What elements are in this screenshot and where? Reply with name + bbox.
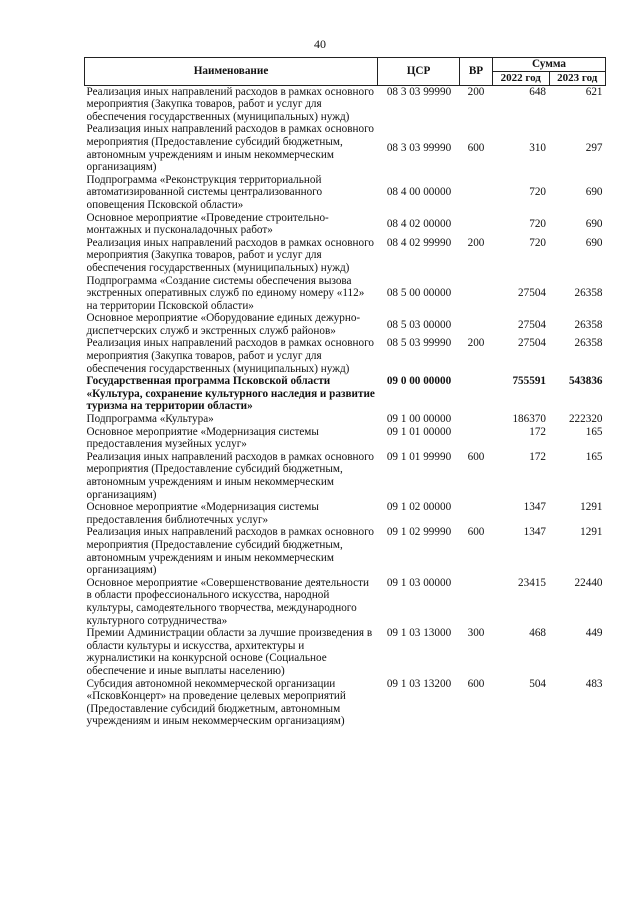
row-sum-2022: 172 <box>529 450 546 463</box>
row-sum-2022: 27504 <box>518 287 546 300</box>
row-name: Основное мероприятие «Оборудование единых дежурно-диспетчерских служб и экстренных служб районов» <box>86 312 361 337</box>
row-sum-2022: 27504 <box>518 318 546 331</box>
row-sum-2022: 720 <box>529 217 546 230</box>
row-name: Основное мероприятие «Совершенствование деятельности в области профессионального искусства, народной культуры, самодеятельного творчества, международного культурного сотрудничества» <box>86 576 370 627</box>
budget-table-sheet <box>84 57 606 728</box>
budget-table <box>84 57 606 728</box>
row-vr: 200 <box>467 85 485 98</box>
row-sum-2023: 22440 <box>574 576 603 589</box>
row-csr: 08 5 03 99990 <box>386 337 452 350</box>
row-sum-2022: 1347 <box>523 526 546 539</box>
row-csr: 09 1 00 00000 <box>386 413 452 426</box>
row-sum-2023: 690 <box>585 186 603 199</box>
row-csr: 09 1 03 13200 <box>386 677 452 690</box>
row-vr: 600 <box>467 142 485 155</box>
row-sum-2023: 690 <box>585 236 603 249</box>
row-vr <box>460 426 493 451</box>
row-sum-2023: 1291 <box>580 501 603 514</box>
row-vr <box>460 375 493 413</box>
row-name: Реализация иных направлений расходов в рамках основного мероприятия (Предоставление субсидий бюджетным, автономным учреждениям и иным некоммерческим организациям) <box>86 123 374 174</box>
row-sum-2023: 165 <box>585 450 603 463</box>
header-name: Наименование <box>85 58 378 86</box>
row-vr <box>460 413 493 426</box>
row-vr <box>460 212 493 237</box>
header-year-2022: 2022 год <box>493 72 550 86</box>
table-row <box>85 413 606 426</box>
row-name: Реализация иных направлений расходов в рамках основного мероприятия (Закупка товаров, работ и услуг для обеспечения государственных (муниципальных) нужд) <box>86 337 374 375</box>
row-csr: 08 4 02 99990 <box>386 236 452 249</box>
row-csr: 08 3 03 99990 <box>386 142 452 155</box>
row-vr: 200 <box>467 236 485 249</box>
table-row <box>85 627 606 677</box>
row-name: Подпрограмма «Реконструкция территориальной автоматизированной системы централизованного оповещения Псковской области» <box>86 173 323 211</box>
row-name: Премии Администрации области за лучшие произведения в области культуры и искусства, архитектуры и журналистики на конкурсной основе (Социальное обеспечение и иные выплаты населению) <box>86 627 373 677</box>
row-sum-2023: 621 <box>585 85 603 98</box>
row-csr: 09 1 03 00000 <box>386 576 452 589</box>
table-row <box>85 312 606 337</box>
row-sum-2023: 26358 <box>574 337 603 350</box>
row-name: Реализация иных направлений расходов в рамках основного мероприятия (Закупка товаров, работ и услуг для обеспечения государственных (муниципальных) нужд) <box>86 85 374 123</box>
row-name: Реализация иных направлений расходов в рамках основного мероприятия (Предоставление субсидий бюджетным, автономным учреждениям и иным некоммерческим организациям) <box>86 450 374 501</box>
row-name: Подпрограмма «Создание системы обеспечения вызова экстренных оперативных служб по единому номеру «112» на территории Псковской области» <box>86 274 365 312</box>
row-sum-2023: 26358 <box>574 287 603 300</box>
row-csr: 08 5 00 00000 <box>386 287 452 300</box>
row-sum-2022: 648 <box>529 85 546 98</box>
table-header <box>85 58 606 86</box>
table-row <box>85 375 606 413</box>
row-sum-2023: 1291 <box>580 526 603 539</box>
row-sum-2023: 690 <box>585 217 603 230</box>
table-row <box>85 275 606 313</box>
row-vr: 600 <box>467 677 485 690</box>
row-sum-2022: 720 <box>529 186 546 199</box>
row-vr <box>460 501 493 526</box>
row-sum-2022: 755591 <box>512 375 546 388</box>
table-row <box>85 212 606 237</box>
row-csr: 09 1 02 99990 <box>386 526 452 539</box>
table-row <box>85 526 606 576</box>
row-vr: 600 <box>467 526 485 539</box>
header-sum: Сумма <box>493 58 606 72</box>
row-vr: 200 <box>467 337 485 350</box>
row-sum-2022: 504 <box>529 677 546 690</box>
row-csr: 09 1 01 00000 <box>386 425 452 438</box>
table-body <box>85 85 606 728</box>
row-sum-2023: 483 <box>585 677 603 690</box>
row-name: Основное мероприятие «Проведение строительно-монтажных и пусконаладочных работ» <box>86 211 329 237</box>
row-sum-2023: 297 <box>585 142 603 155</box>
row-sum-2022: 186370 <box>512 413 546 426</box>
row-name: Государственная программа Псковской области «Культура, сохранение культурного наследия и развитие туризма на территории области» <box>86 375 375 413</box>
row-name: Основное мероприятие «Модернизация системы предоставления библиотечных услуг» <box>86 501 319 526</box>
row-csr: 09 0 00 00000 <box>386 375 452 388</box>
row-sum-2023: 26358 <box>574 318 603 331</box>
row-csr: 08 4 00 00000 <box>386 186 452 199</box>
row-csr: 08 4 02 00000 <box>386 217 452 230</box>
row-sum-2022: 310 <box>529 142 546 155</box>
row-name: Реализация иных направлений расходов в рамках основного мероприятия (Предоставление субсидий бюджетным, автономным учреждениям и иным некоммерческим организациям) <box>86 526 374 577</box>
row-vr: 300 <box>467 627 485 640</box>
row-sum-2022: 27504 <box>518 337 546 350</box>
row-csr: 08 5 03 00000 <box>386 318 452 331</box>
row-sum-2022: 720 <box>529 236 546 249</box>
row-sum-2023: 222320 <box>568 413 603 426</box>
table-row <box>85 577 606 627</box>
row-vr <box>460 312 493 337</box>
row-sum-2022: 172 <box>529 425 546 438</box>
row-csr: 09 1 01 99990 <box>386 450 452 463</box>
row-name: Подпрограмма «Культура» <box>86 413 214 426</box>
row-sum-2022: 1347 <box>523 501 546 514</box>
table-row <box>85 123 606 173</box>
row-name: Субсидия автономной некоммерческой организации «ПсковКонцерт» на проведение целевых мероприятий (Предоставление субсидий бюджетным, автономным учреждениям и иным некоммерческим организациям) <box>86 677 346 728</box>
row-vr <box>460 174 493 212</box>
table-row <box>85 85 606 123</box>
row-csr: 09 1 02 00000 <box>386 501 452 514</box>
table-row <box>85 426 606 451</box>
row-csr: 08 3 03 99990 <box>386 85 452 98</box>
table-row <box>85 501 606 526</box>
row-vr <box>460 577 493 627</box>
table-row <box>85 337 606 375</box>
row-csr: 09 1 03 13000 <box>386 627 452 640</box>
table-row <box>85 237 606 275</box>
header-year-2023: 2023 год <box>549 72 606 86</box>
row-sum-2022: 23415 <box>518 576 546 589</box>
row-vr <box>460 275 493 313</box>
row-sum-2022: 468 <box>529 627 546 640</box>
table-row <box>85 451 606 501</box>
row-sum-2023: 165 <box>585 425 603 438</box>
table-row <box>85 678 606 728</box>
header-csr: ЦСР <box>378 58 460 86</box>
table-row <box>85 174 606 212</box>
row-vr: 600 <box>467 450 485 463</box>
header-vr: ВР <box>460 58 493 86</box>
row-sum-2023: 449 <box>585 627 603 640</box>
page-number: 40 <box>314 37 326 51</box>
row-sum-2023: 543836 <box>568 375 603 388</box>
row-name: Основное мероприятие «Модернизация системы предоставления музейных услуг» <box>86 425 319 451</box>
row-name: Реализация иных направлений расходов в рамках основного мероприятия (Закупка товаров, работ и услуг для обеспечения государственных (муниципальных) нужд) <box>86 236 374 274</box>
